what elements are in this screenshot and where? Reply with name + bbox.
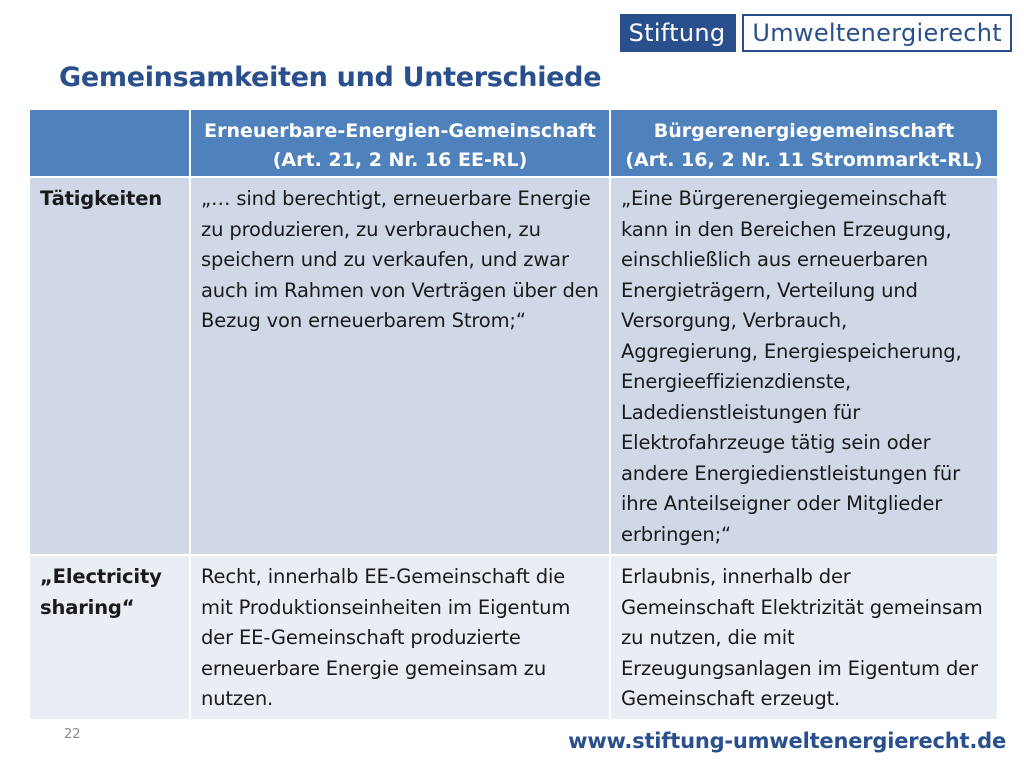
header-empty-cell <box>29 109 190 177</box>
footer-url-link[interactable]: www.stiftung-umweltenergierecht.de <box>568 729 1006 753</box>
cell-ee-electricity-sharing: Recht, innerhalb EE-Gemeinschaft die mit Produktionseinheiten im Eigentum der EE-Gemeinschaft produzierte erneuerbare Energie gemeinsam zu nutzen. <box>190 555 610 720</box>
cell-ee-taetigkeiten: „… sind berechtigt, erneuerbare Energie zu produzieren, zu verbrauchen, zu speichern und zu verkaufen, und zwar auch im Rahmen von Verträgen über den Bezug von erneuerbarem Strom;“ <box>190 177 610 555</box>
header-buerger-title: Bürgerenergiegemeinschaft <box>653 120 955 142</box>
logo-stiftung: Stiftung <box>620 14 737 52</box>
row-label-electricity-sharing: „Electricity sharing“ <box>29 555 190 720</box>
header-ee-reference: (Art. 21, 2 Nr. 16 EE-RL) <box>272 149 528 171</box>
row-label-taetigkeiten: Tätigkeiten <box>29 177 190 555</box>
table-row <box>29 177 998 555</box>
logo-umweltenergierecht: Umweltenergierecht <box>742 14 1012 52</box>
table-row <box>29 555 998 720</box>
header-ee-title: Erneuerbare-Energien-Gemeinschaft <box>204 120 596 142</box>
table-header-row <box>29 109 998 177</box>
page-number: 22 <box>64 727 81 742</box>
header-buerger-reference: (Art. 16, 2 Nr. 11 Strommarkt-RL) <box>625 149 983 171</box>
slide-title: Gemeinsamkeiten und Unterschiede <box>59 62 602 93</box>
header-ee-gemeinschaft <box>190 109 610 177</box>
header-buergerenergie <box>610 109 998 177</box>
logo <box>620 14 1012 52</box>
cell-buerger-taetigkeiten: „Eine Bürgerenergiegemeinschaft kann in den Bereichen Erzeugung, einschließlich aus erneuerbaren Energieträgern, Verteilung und Versorgung, Verbrauch, Aggregierung, Energiespeicherung, Energieeffizienzdienste, Ladedienstleistungen für Elektrofahrzeuge tätig sein oder andere Energiedienstleistungen für ihre Anteilseigner oder Mitglieder erbringen;“ <box>610 177 998 555</box>
comparison-table <box>28 108 999 721</box>
cell-buerger-electricity-sharing: Erlaubnis, innerhalb der Gemeinschaft Elektrizität gemeinsam zu nutzen, die mit Erzeugungsanlagen im Eigentum der Gemeinschaft erzeugt. <box>610 555 998 720</box>
